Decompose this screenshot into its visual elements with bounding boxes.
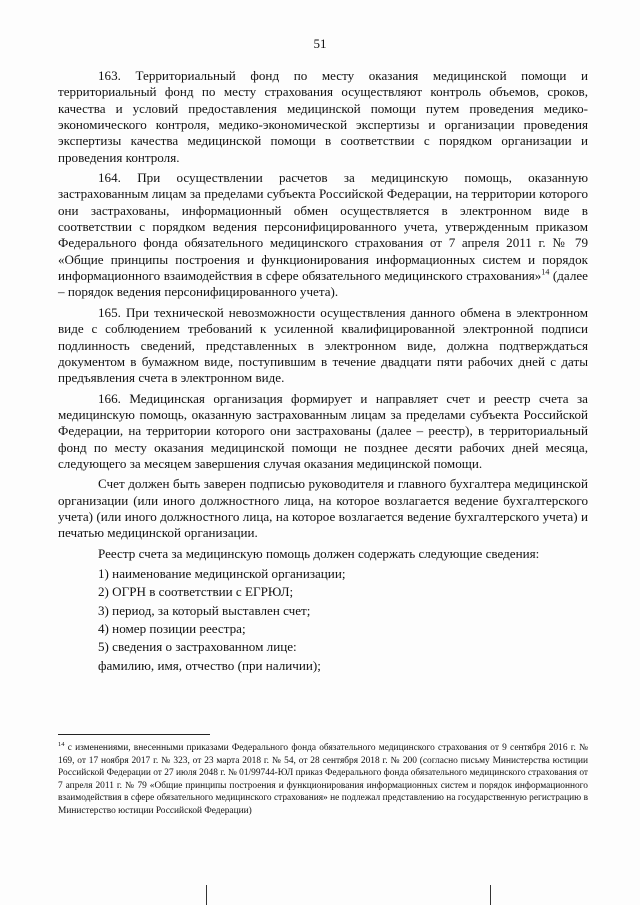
paragraph-163: 163. Территориальный фонд по месту оказания медицинской помощи и территориальный фонд по месту страхования осуществляют контроль объемов, сроков, качества и условий предоставления медицинской помощи путем проведения медико-экономического контроля, медико-экономической экспертизы и организации проведения экспертизы качества медицинской помощи в соответствии с порядком организации и проведения контроля. <box>58 68 588 165</box>
paragraph-164-text: 164. При осуществлении расчетов за медицинскую помощь, оказанную застрахованным лицам за пределами субъекта Российской Федерации, на территории которого они застрахованы, информационный обмен осуществляется в электронном виде в соответствии с порядком ведения персонифицированного учета, утвержденным приказом Федерального фонда обязательного медицинского страхования от 7 апреля 2011 г. № 79 «Общие принципы построения и функционирования информационных систем и порядок информационного взаимодействия в сфере обязательного медицинского страхования» <box>58 170 588 284</box>
list-item: 5) сведения о застрахованном лице: <box>98 639 297 655</box>
paragraph-166: 166. Медицинская организация формирует и направляет счет и реестр счета за медицинскую помощь, оказанную застрахованным лицам за пределами субъекта Российской Федерации, на территории которого они застрахованы (далее – реестр), в территориальный фонд по месту оказания медицинской помощи не позднее десяти рабочих дней месяца, следующего за месяцем завершения случая оказания медицинской помощи. <box>58 390 588 471</box>
paragraph-invoice-signature: Счет должен быть заверен подписью руководителя и главного бухгалтера медицинской организации (или иного должностного лица, на которое возлагается ведение бухгалтерского учета) (или иного должностного лица, на которое возлагается ведение бухгалтерского учета) и печатью медицинской организации. <box>58 476 588 541</box>
list-item: фамилию, имя, отчество (при наличии); <box>98 657 321 673</box>
footnote-14 <box>58 742 588 818</box>
scan-mark-left <box>206 885 207 905</box>
footnote-separator <box>58 734 210 735</box>
paragraph-registry-contents: Реестр счета за медицинскую помощь должен содержать следующие сведения: <box>98 545 540 561</box>
list-item: 1) наименование медицинской организации; <box>98 565 346 581</box>
list-item: 4) номер позиции реестра; <box>98 621 246 636</box>
footnote-text: с изменениями, внесенными приказами Федерального фонда обязательного медицинского страхования от 9 сентября 2016 г. № 169, от 17 ноября 2017 г. № 323, от 23 марта 2018 г. № 54, от 28 сентября 2018 г. № 200 (согласно письму Министерства юстиции Российской Федерации от 27 июля 2048 г. № 01/99744-ЮЛ приказ Федерального фонда обязательного медицинского страхования от 7 апреля 2011 г. № 79 «Общие принципы построения и функционирования информационных систем и порядок информационного взаимодействия в сфере обязательного медицинского страхования» не подлежал представлению на государственную регистрацию в Министерство юстиции Российской Федерации) <box>58 743 588 816</box>
scan-mark-right <box>490 885 491 905</box>
body-text <box>58 68 588 676</box>
list-item: 3) период, за который выставлен счет; <box>98 602 311 618</box>
paragraph-164-tail: (далее – порядок ведения персонифицированного учета). <box>58 268 588 300</box>
paragraph-165: 165. При технической невозможности осуществления данного обмена в электронном виде с соблюдением требований к усиленной квалифицированной электронной подписи подлинность сведений, представленных в электронном виде, должна подтверждаться документом в бумажном виде, поступившим в течение двадцати пяти рабочих дней с даты предъявления счета в электронном виде. <box>58 304 588 386</box>
registry-list <box>58 566 588 674</box>
page-number: 51 <box>313 36 327 51</box>
footnote-ref-14[interactable]: 14 <box>541 267 550 277</box>
list-item: 2) ОГРН в соответствии с ЕГРЮЛ; <box>98 584 294 600</box>
paragraph-164 <box>58 170 588 301</box>
footnote-number: 14 <box>58 740 65 748</box>
